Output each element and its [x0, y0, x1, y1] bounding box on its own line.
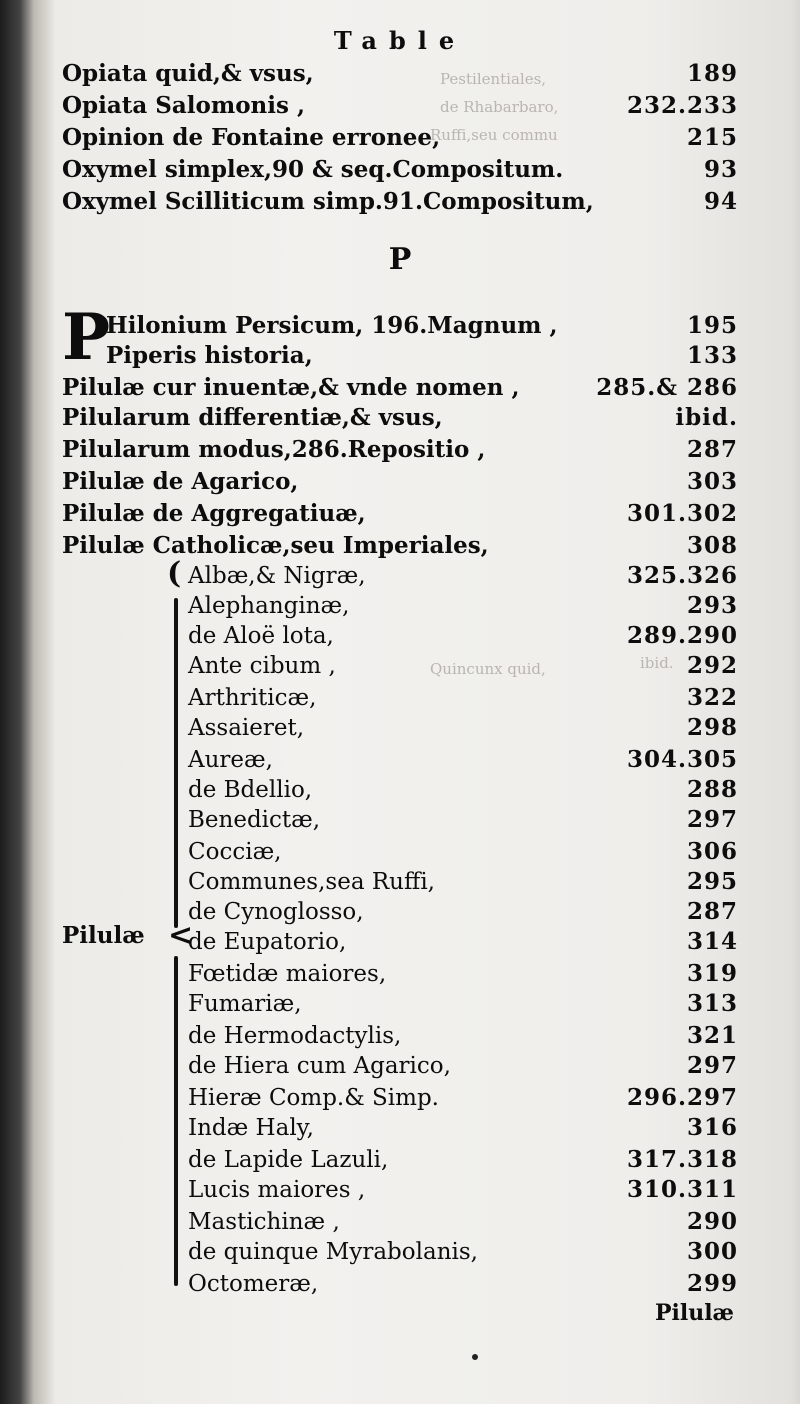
entry-page: 310.311 — [626, 1176, 738, 1203]
sub-entry — [188, 960, 738, 994]
entry-term: Oxymel Scilliticum simp.91.Compositum, — [62, 188, 594, 215]
entry-page: 288 — [686, 776, 738, 803]
entry-page: 293 — [686, 592, 738, 619]
sub-entry — [188, 1238, 738, 1272]
entry-page: 300 — [686, 1238, 738, 1265]
entry-page: 313 — [686, 990, 738, 1017]
show-through-text: Quincunx quid, — [430, 660, 546, 678]
sub-entry — [188, 1146, 738, 1180]
entry-term: Pilularum differentiæ,& vsus, — [62, 404, 443, 431]
brace-point: < — [168, 918, 194, 953]
sub-entry — [188, 1176, 738, 1210]
entry-page: 195 — [686, 312, 738, 339]
entry-page: 290 — [686, 1208, 738, 1235]
index-entry — [62, 404, 738, 438]
sub-entry — [188, 806, 738, 840]
index-entry — [62, 500, 738, 534]
entry-page: 314 — [686, 928, 738, 955]
entry-page: 295 — [686, 868, 738, 895]
entry-term: de quinque Myrabolanis, — [188, 1239, 478, 1265]
entry-term: Albæ,& Nigræ, — [188, 563, 366, 589]
entry-page: 317.318 — [626, 1146, 738, 1173]
entry-page: 215 — [686, 124, 738, 151]
entry-term: Mastichinæ , — [188, 1209, 340, 1235]
index-entry — [62, 156, 738, 190]
entry-page: 325.326 — [626, 562, 738, 589]
index-entry — [106, 342, 738, 376]
index-entry — [62, 124, 738, 158]
group-label: Pilulæ — [62, 922, 145, 949]
running-head: Table — [333, 26, 467, 55]
index-entry — [62, 188, 738, 222]
entry-page: ibid. — [675, 404, 738, 431]
sub-entry — [188, 1022, 738, 1056]
entry-page: 232.233 — [626, 92, 738, 119]
sub-entry — [188, 776, 738, 810]
entry-term: Communes,sea Ruffi, — [188, 869, 435, 895]
entry-page: 297 — [686, 806, 738, 833]
entry-page: 297 — [686, 1052, 738, 1079]
entry-page: 287 — [686, 436, 738, 463]
sub-entry — [188, 1084, 738, 1118]
brace-upper-stroke — [174, 598, 178, 928]
entry-page: 133 — [686, 342, 738, 369]
index-entry — [106, 312, 738, 346]
entry-page: 287 — [686, 898, 738, 925]
entry-term: Aureæ, — [188, 747, 273, 773]
sub-entry — [188, 928, 738, 962]
sub-entry — [188, 714, 738, 748]
sub-entry — [188, 1270, 738, 1304]
sub-entry — [188, 898, 738, 932]
entry-page: 93 — [703, 156, 738, 183]
sub-entry — [188, 1114, 738, 1148]
bracket-curl: ( — [167, 556, 182, 591]
entry-term: de Lapide Lazuli, — [188, 1147, 389, 1173]
entry-term: de Eupatorio, — [188, 929, 347, 955]
show-through-text: Pestilentiales, — [440, 70, 547, 88]
sub-entry — [188, 652, 738, 686]
drop-cap: P — [62, 300, 111, 375]
entry-page: 301.302 — [626, 500, 738, 527]
sub-entry — [188, 562, 738, 596]
entry-term: de Bdellio, — [188, 777, 313, 803]
entry-term: de Aloë lota, — [188, 623, 334, 649]
entry-page: 296.297 — [626, 1084, 738, 1111]
entry-page: 289.290 — [626, 622, 738, 649]
entry-term: de Hiera cum Agarico, — [188, 1053, 451, 1079]
sub-entry — [188, 1052, 738, 1086]
show-through-text: ibid. — [640, 654, 674, 672]
brace-lower-stroke — [174, 956, 178, 1286]
entry-page: 189 — [686, 60, 738, 87]
entry-term: de Hermodactylis, — [188, 1023, 402, 1049]
index-entry — [62, 60, 738, 94]
entry-page: 304.305 — [626, 746, 738, 773]
entry-term: Pilulæ Catholicæ,seu Imperiales, — [62, 532, 489, 559]
entry-page: 303 — [686, 468, 738, 495]
entry-term: Arthriticæ, — [188, 685, 317, 711]
entry-term: Piperis historia, — [106, 342, 313, 369]
entry-page: 319 — [686, 960, 738, 987]
entry-page: 298 — [686, 714, 738, 741]
entry-term: Octomeræ, — [188, 1271, 319, 1297]
sub-entry — [188, 838, 738, 872]
index-entry — [62, 92, 738, 126]
entry-page: 308 — [686, 532, 738, 559]
sub-entry — [188, 684, 738, 718]
entry-term: de Cynoglosso, — [188, 899, 364, 925]
index-entry — [62, 532, 738, 566]
entry-term: Pilulæ de Agarico, — [62, 468, 299, 495]
entry-term: Indæ Haly, — [188, 1115, 314, 1141]
entry-page: 306 — [686, 838, 738, 865]
entry-term: Assaieret, — [188, 715, 305, 741]
entry-term: Benedictæ, — [188, 807, 321, 833]
entry-term: Pilularum modus,286.Repositio , — [62, 436, 486, 463]
entry-page: 292 — [686, 652, 738, 679]
sub-entry — [188, 990, 738, 1024]
index-entry — [62, 436, 738, 470]
entry-term: Hilonium Persicum, 196.Magnum , — [106, 312, 558, 339]
entry-page: 321 — [686, 1022, 738, 1049]
entry-term: Opiata Salomonis , — [62, 92, 305, 119]
section-letter: P — [388, 242, 412, 277]
index-entry — [62, 374, 738, 408]
entry-term: Cocciæ, — [188, 839, 282, 865]
sub-entry — [188, 868, 738, 902]
sub-entry — [188, 592, 738, 626]
show-through-text: Ruffi,seu commu — [430, 126, 558, 144]
index-entry — [62, 468, 738, 502]
entry-term: Lucis maiores , — [188, 1177, 366, 1203]
entry-term: Ante cibum , — [188, 653, 336, 679]
entry-page: 285.& 286 — [596, 374, 738, 401]
entry-term: Opiata quid,& vsus, — [62, 60, 314, 87]
entry-page: 299 — [686, 1270, 738, 1297]
entry-term: Hieræ Comp.& Simp. — [188, 1085, 439, 1111]
catchword: Pilulæ — [654, 1300, 734, 1326]
sub-entry — [188, 622, 738, 656]
entry-term: Fumariæ, — [188, 991, 302, 1017]
show-through-text: de Rhabarbaro, — [440, 98, 559, 116]
entry-term: Oxymel simplex,90 & seq.Compositum. — [62, 156, 564, 183]
sub-entry — [188, 746, 738, 780]
sub-entry — [188, 1208, 738, 1242]
entry-term: Opinion de Fontaine erronee, — [62, 124, 441, 151]
signature-dot — [472, 1354, 478, 1360]
entry-term: Alephanginæ, — [188, 593, 350, 619]
entry-page: 316 — [686, 1114, 738, 1141]
entry-term: Fœtidæ maiores, — [188, 961, 387, 987]
entry-page: 94 — [703, 188, 738, 215]
entry-page: 322 — [686, 684, 738, 711]
entry-term: Pilulæ cur inuentæ,& vnde nomen , — [62, 374, 520, 401]
entry-term: Pilulæ de Aggregatiuæ, — [62, 500, 366, 527]
